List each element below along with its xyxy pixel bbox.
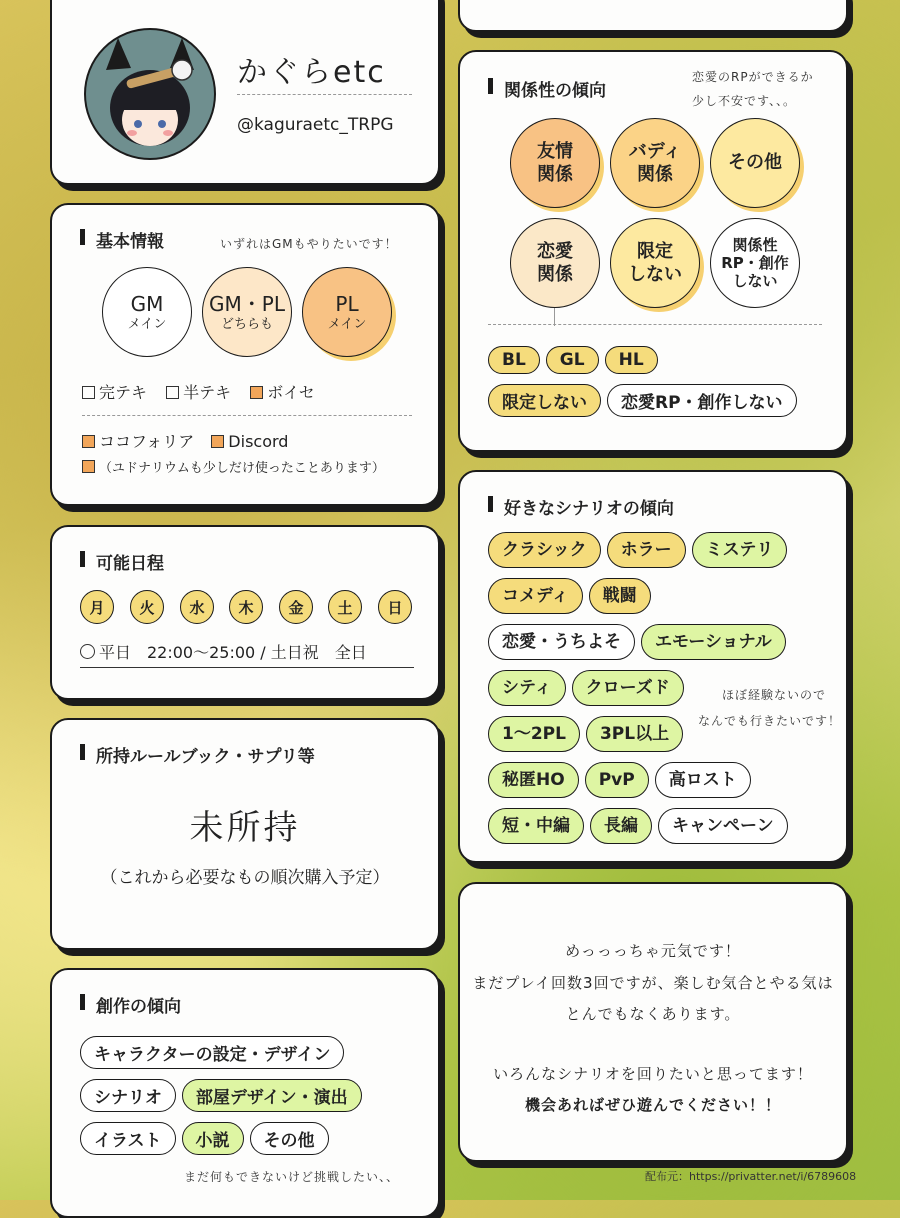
session-type-han: 半テキ <box>166 383 231 402</box>
relations-divider <box>488 324 822 325</box>
session-type-row <box>82 380 315 403</box>
footer-credit: 配布元：https://privatter.net/i/6789608 <box>645 1170 857 1183</box>
creation-tags <box>80 1036 430 1165</box>
creation-tag: 小説 <box>182 1122 244 1155</box>
tool-discord: Discord <box>211 432 288 451</box>
scenario-tag: コメディ <box>488 578 583 614</box>
scenario-tag: キャンペーン <box>658 808 788 844</box>
creation-tag: イラスト <box>80 1122 176 1155</box>
relation-unlimited: 限定 しない <box>610 218 700 308</box>
profile-handle: @kaguraetc_TRPG <box>237 115 394 135</box>
day-sat: 土 <box>328 590 362 624</box>
basic-divider <box>82 415 412 416</box>
tool-cocofolia: ココフォリア <box>82 432 194 451</box>
basic-info-title: 基本情報 <box>80 227 164 252</box>
schedule-title: 可能日程 <box>80 549 164 574</box>
checkbox-checked-icon <box>250 386 263 399</box>
scenario-tag: シティ <box>488 670 566 706</box>
scenario-note-line2: なんでも行きたいです！ <box>698 714 842 728</box>
scenario-tag: ミステリ <box>692 532 788 568</box>
relations-title: 関係性の傾向 <box>488 76 606 101</box>
message-line: とんでもなくあります。 <box>565 1005 741 1023</box>
message-card <box>458 882 848 1162</box>
message-line: まだプレイ回数3回ですが、楽しむ気合とやる気は <box>472 973 834 992</box>
day-sun: 日 <box>378 590 412 624</box>
scenario-tag: 短・中編 <box>488 808 584 844</box>
message-line: いろんなシナリオを回りたいと思ってます！ <box>493 1064 813 1083</box>
top-right-card-fragment <box>458 0 848 32</box>
tools-row <box>82 429 288 452</box>
scenario-tag: 1～2PL <box>488 716 580 752</box>
scenario-tag: 長編 <box>590 808 652 844</box>
schedule-times-row <box>80 640 414 668</box>
scenario-tag: エモーショナル <box>641 624 786 660</box>
rulebooks-status: 未所持 <box>189 808 301 848</box>
creation-title: 創作の傾向 <box>80 992 181 1017</box>
message-body <box>460 936 846 1122</box>
relation-tag: GL <box>546 346 599 374</box>
relation-romance: 恋愛 関係 <box>510 218 600 308</box>
rulebooks-card <box>50 718 440 950</box>
role-label: GM <box>130 291 164 316</box>
relation-tag: 恋愛RP・創作しない <box>607 384 797 417</box>
scenario-tag: クラシック <box>488 532 601 568</box>
day-fri: 金 <box>279 590 313 624</box>
avatar <box>84 28 216 160</box>
role-sublabel: メイン <box>327 316 367 332</box>
creation-note: まだ何もできないけど挑戦したい、、 <box>184 1170 400 1184</box>
profile-card <box>50 0 440 185</box>
role-both <box>202 267 292 357</box>
day-thu: 木 <box>229 590 263 624</box>
checkbox-checked-icon <box>82 435 95 448</box>
scenario-tag: 3PL以上 <box>586 716 683 752</box>
creation-tag: キャラクターの設定・デザイン <box>80 1036 344 1069</box>
scenario-note-line1: ほぼ経験ないので <box>722 688 827 702</box>
role-gm-main <box>102 267 192 357</box>
message-line: めっっっちゃ元気です！ <box>565 942 741 960</box>
basic-info-note: いずれはGMもやりたいです！ <box>220 237 398 251</box>
checkbox-checked-icon <box>82 460 95 473</box>
profile-divider <box>237 94 412 95</box>
profile-name: かぐらetc <box>237 55 386 90</box>
creation-tag: その他 <box>250 1122 329 1155</box>
role-label: GM・PL <box>209 291 285 316</box>
schedule-card <box>50 525 440 700</box>
creation-tag: 部屋デザイン・演出 <box>182 1079 362 1112</box>
checkbox-checked-icon <box>211 435 224 448</box>
tools-note: （ユドナリウムも少しだけ使ったことあります） <box>99 461 385 476</box>
schedule-times: 平日 22:00～25:00 / 土日祝 全日 <box>99 643 367 662</box>
role-sublabel: メイン <box>127 316 167 332</box>
session-type-voice: ボイセ <box>250 383 315 402</box>
role-sublabel: どちらも <box>220 316 273 332</box>
creation-card <box>50 968 440 1218</box>
relation-none: 関係性 RP・創作 しない <box>710 218 800 308</box>
relation-buddy: バディ 関係 <box>610 118 700 208</box>
role-label: PL <box>335 291 359 316</box>
rulebooks-title: 所持ルールブック・サプリ等 <box>80 742 315 767</box>
relations-tags <box>488 346 838 427</box>
session-type-kan: 完テキ <box>82 383 147 402</box>
role-pl-main <box>302 267 392 357</box>
scenario-tag: 恋愛・うちよそ <box>488 624 635 660</box>
day-mon: 月 <box>80 590 114 624</box>
day-wed: 水 <box>180 590 214 624</box>
basic-info-card <box>50 203 440 506</box>
relation-tag: 限定しない <box>488 384 601 417</box>
checkbox-icon <box>82 386 95 399</box>
creation-tag: シナリオ <box>80 1079 176 1112</box>
scenario-tag: PvP <box>585 762 649 798</box>
day-tue: 火 <box>130 590 164 624</box>
relation-tag: BL <box>488 346 540 374</box>
scenarios-title: 好きなシナリオの傾向 <box>488 494 674 519</box>
scenario-tag: 秘匿HO <box>488 762 579 798</box>
scenario-tag: 戦闘 <box>589 578 651 614</box>
tools-note-row <box>82 457 385 476</box>
scenario-tag: ホラー <box>607 532 686 568</box>
relations-note-line2: 少し不安です、、。 <box>692 94 797 108</box>
relations-note-line1: 恋愛のRPができるか <box>692 70 814 84</box>
clock-icon <box>80 644 95 659</box>
relation-other: その他 <box>710 118 800 208</box>
relations-card <box>458 50 848 452</box>
message-line: 機会あればぜひ遊んでください！！ <box>524 1096 781 1114</box>
relation-friendship: 友情 関係 <box>510 118 600 208</box>
avatar-illustration <box>86 30 214 158</box>
checkbox-icon <box>166 386 179 399</box>
scenario-tag: クローズド <box>572 670 684 706</box>
scenarios-card <box>458 470 848 863</box>
rulebooks-note: （これから必要なもの順次購入予定） <box>100 868 390 888</box>
scenario-tag: 高ロスト <box>655 762 751 798</box>
relation-tag: HL <box>605 346 658 374</box>
